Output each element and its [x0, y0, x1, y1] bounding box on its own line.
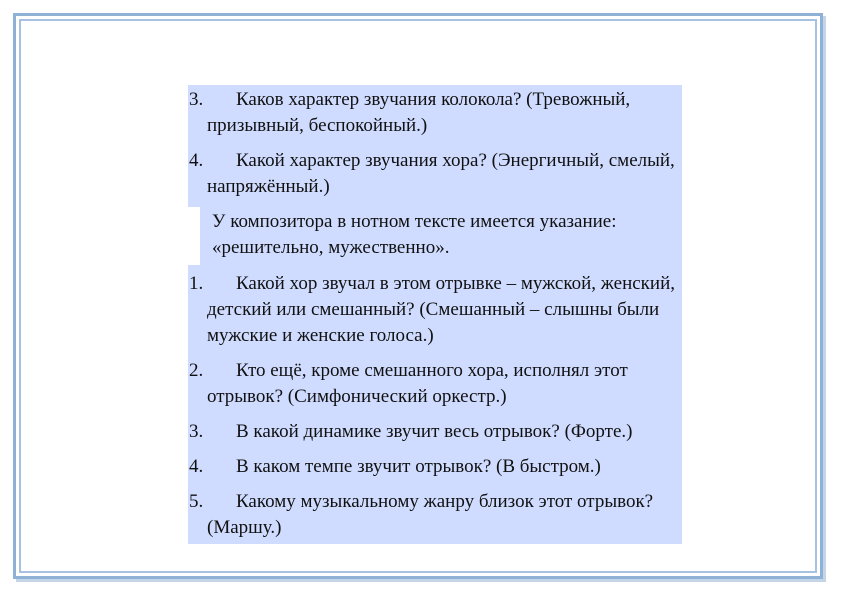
list-item-text: В какой динамике звучит весь отрывок? (Форте.): [236, 421, 633, 442]
list-item-number: 1.: [189, 273, 204, 294]
list-item-text: Каков характер звучания колокола? (Тревожный, призывный, беспокойный.): [207, 89, 631, 136]
list-item-number: 3.: [189, 421, 204, 442]
list-item-number: 5.: [189, 491, 204, 512]
list-item-text: Какому музыкальному жанру близок этот отрывок? (Маршу.): [207, 491, 654, 538]
list-item: [188, 269, 682, 352]
list-item-text: Какой характер звучания хора? (Энергичный, смелый, напряжённый.): [207, 150, 675, 197]
list-item: [188, 487, 682, 544]
list-item-number: 4.: [189, 150, 204, 171]
list-item-text: Какой хор звучал в этом отрывке – мужской, женский, детский или смешанный? (Смешанный – слышны были мужские и женские голоса.): [207, 273, 675, 346]
list-item-number: 4.: [189, 456, 204, 477]
list-item-number: 2.: [189, 360, 204, 381]
composer-note: У композитора в нотном тексте имеется указание: «решительно, мужественно».: [198, 207, 682, 265]
frame-shadow-right: [823, 16, 826, 582]
list-item: [188, 452, 682, 483]
frame-shadow-bottom: [16, 579, 826, 582]
list-item: [188, 146, 682, 203]
question-list: [188, 85, 682, 544]
list-item-text: В каком темпе звучит отрывок? (В быстром.): [236, 456, 601, 477]
list-item-number: 3.: [189, 89, 204, 110]
list-item: [188, 417, 682, 448]
list-item: [188, 85, 682, 142]
list-item: [188, 356, 682, 413]
list-item-text: Кто ещё, кроме смешанного хора, исполнял этот отрывок? (Симфонический оркестр.): [207, 360, 628, 407]
